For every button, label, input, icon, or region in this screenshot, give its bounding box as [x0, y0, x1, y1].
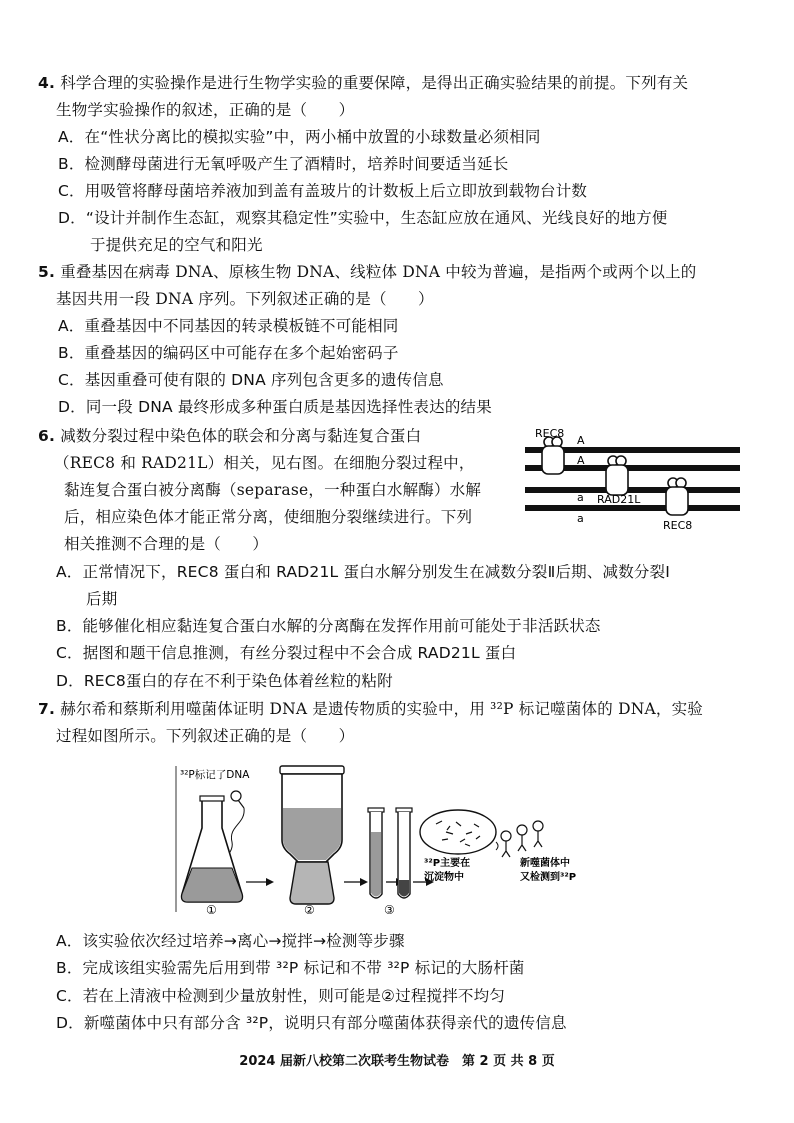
label-rec8-bottom: REC8 — [663, 519, 693, 532]
q7-stem-line2: 过程如图所示。下列叙述正确的是（ ） — [56, 727, 355, 745]
q4-stem-text1: 科学合理的实验操作是进行生物学实验的重要保障，是得出正确实验结果的前提。下列有关 — [60, 74, 689, 92]
q6-option-d: D．REC8蛋白的存在不利于染色体着丝粒的粘附 — [56, 672, 393, 690]
label-new-phage-line1: 新噬菌体中 — [520, 858, 570, 869]
new-phages-icon — [501, 821, 543, 857]
label-sediment-line2: 沉淀物中 — [424, 872, 464, 883]
label-allele-a-lower-1: a — [577, 491, 584, 504]
q6-option-a-cont: 后期 — [86, 590, 118, 608]
phage-icon — [231, 791, 244, 808]
test-tube-after-icon — [396, 808, 412, 898]
q4-number: 4. — [38, 74, 56, 92]
q4-stem-line2: 生物学实验操作的叙述，正确的是（ ） — [56, 101, 355, 119]
q6-stem-line5: 相关推测不合理的是（ ） — [64, 535, 269, 553]
label-rad21l: RAD21L — [597, 493, 641, 506]
q4-option-a: A．在“性状分离比的模拟实验”中，两小桶中放置的小球数量必须相同 — [58, 128, 541, 146]
q7-number: 7. — [38, 700, 56, 718]
q7-stem-line1 — [38, 698, 703, 720]
q6-stem-line4: 后，相应染色体才能正常分离，使细胞分裂继续进行。下列 — [64, 508, 473, 526]
q4-option-c: C．用吸管将酵母菌培养液加到盖有盖玻片的计数板上后立即放到载物台计数 — [58, 182, 588, 200]
q5-option-d: D．同一段 DNA 最终形成多种蛋白质是基因选择性表达的结果 — [58, 398, 492, 416]
q5-option-b: B．重叠基因的编码区中可能存在多个起始密码子 — [58, 344, 399, 362]
q6-option-c: C．据图和题干信息推测，有丝分裂过程中不会合成 RAD21L 蛋白 — [56, 644, 517, 662]
q6-cohesin-figure — [525, 425, 740, 535]
step-number-2: ② — [304, 903, 315, 914]
step-number-3: ③ — [384, 903, 395, 914]
q6-option-a: A．正常情况下，REC8 蛋白和 RAD21L 蛋白水解分别发生在减数分裂Ⅱ后期、减数分裂Ⅰ — [56, 563, 671, 581]
label-32p-dna: ³²P标记了DNA — [180, 769, 250, 781]
label-new-phage-line2: 又检测到³²P — [520, 872, 577, 883]
q6-option-b: B．能够催化相应黏连复合蛋白水解的分离酶在发挥作用前可能处于非活跃状态 — [56, 617, 601, 635]
arrowhead-1 — [266, 878, 274, 886]
q5-stem-line2: 基因共用一段 DNA 序列。下列叙述正确的是（ ） — [56, 290, 434, 308]
release-arrow — [496, 842, 498, 850]
q7-option-a: A．该实验依次经过培养→离心→搅拌→检测等步骤 — [56, 932, 405, 950]
q7-option-b: B．完成该组实验需先后用到带 ³²P 标记和不带 ³²P 标记的大肠杆菌 — [56, 959, 525, 977]
rec8-ring-bottom — [666, 478, 688, 515]
conical-flask-icon — [182, 796, 243, 902]
q5-stem-text1: 重叠基因在病毒 DNA、原核生物 DNA、线粒体 DNA 中较为普遍，是指两个或两个以上的 — [60, 263, 697, 281]
q4-option-d-cont: 于提供充足的空气和阳光 — [90, 236, 263, 254]
q7-option-c: C．若在上清液中检测到少量放射性，则可能是②过程搅拌不均匀 — [56, 987, 506, 1005]
q4-stem-line1 — [38, 72, 688, 94]
q7-option-d: D．新噬菌体中只有部分含 ³²P，说明只有部分噬菌体获得亲代的遗传信息 — [56, 1014, 567, 1032]
page-footer: 2024 届新八校第二次联考生物试卷 第 2 页 共 8 页 — [239, 1054, 555, 1069]
q5-option-c: C．基因重叠可使有限的 DNA 序列包含更多的遗传信息 — [58, 371, 444, 389]
q7-stem-text1: 赫尔希和蔡斯利用噬菌体证明 DNA 是遗传物质的实验中，用 ³²P 标记噬菌体的 DNA，实验 — [60, 700, 703, 718]
q4-option-d: D．“设计并制作生态缸，观察其稳定性”实验中，生态缸应放在通风、光线良好的地方便 — [58, 209, 668, 227]
label-sediment-line1: ³²P主要在 — [424, 858, 471, 869]
label-allele-a-upper-2: A — [577, 454, 585, 467]
q5-stem-line1 — [38, 261, 696, 283]
q4-option-b: B．检测酵母菌进行无氧呼吸产生了酒精时，培养时间要适当延长 — [58, 155, 509, 173]
q5-option-a: A．重叠基因中不同基因的转录模板链不可能相同 — [58, 317, 399, 335]
label-allele-a-lower-2: a — [577, 512, 584, 525]
q7-phage-experiment-figure — [170, 762, 610, 914]
q6-stem-line2: （REC8 和 RAD21L）相关，见右图。在细胞分裂过程中， — [54, 454, 475, 472]
q6-stem-line1 — [38, 425, 421, 447]
test-tube-before-icon — [368, 808, 384, 898]
rec8-ring-top — [542, 437, 564, 474]
label-rec8-top: REC8 — [535, 427, 565, 440]
rad21l-ring — [606, 456, 628, 495]
q6-stem-text1: 减数分裂过程中染色体的联会和分离与黏连复合蛋白 — [60, 427, 422, 445]
q5-number: 5. — [38, 263, 56, 281]
q6-stem-line3: 黏连复合蛋白被分离酶（separase，一种蛋白水解酶）水解 — [64, 481, 482, 499]
blender-icon — [280, 766, 344, 904]
arrowhead-2 — [360, 878, 368, 886]
bacterium-cell-icon — [420, 810, 496, 854]
step-number-1: ① — [206, 903, 217, 914]
q6-number: 6. — [38, 427, 56, 445]
label-allele-a-upper-1: A — [577, 434, 585, 447]
